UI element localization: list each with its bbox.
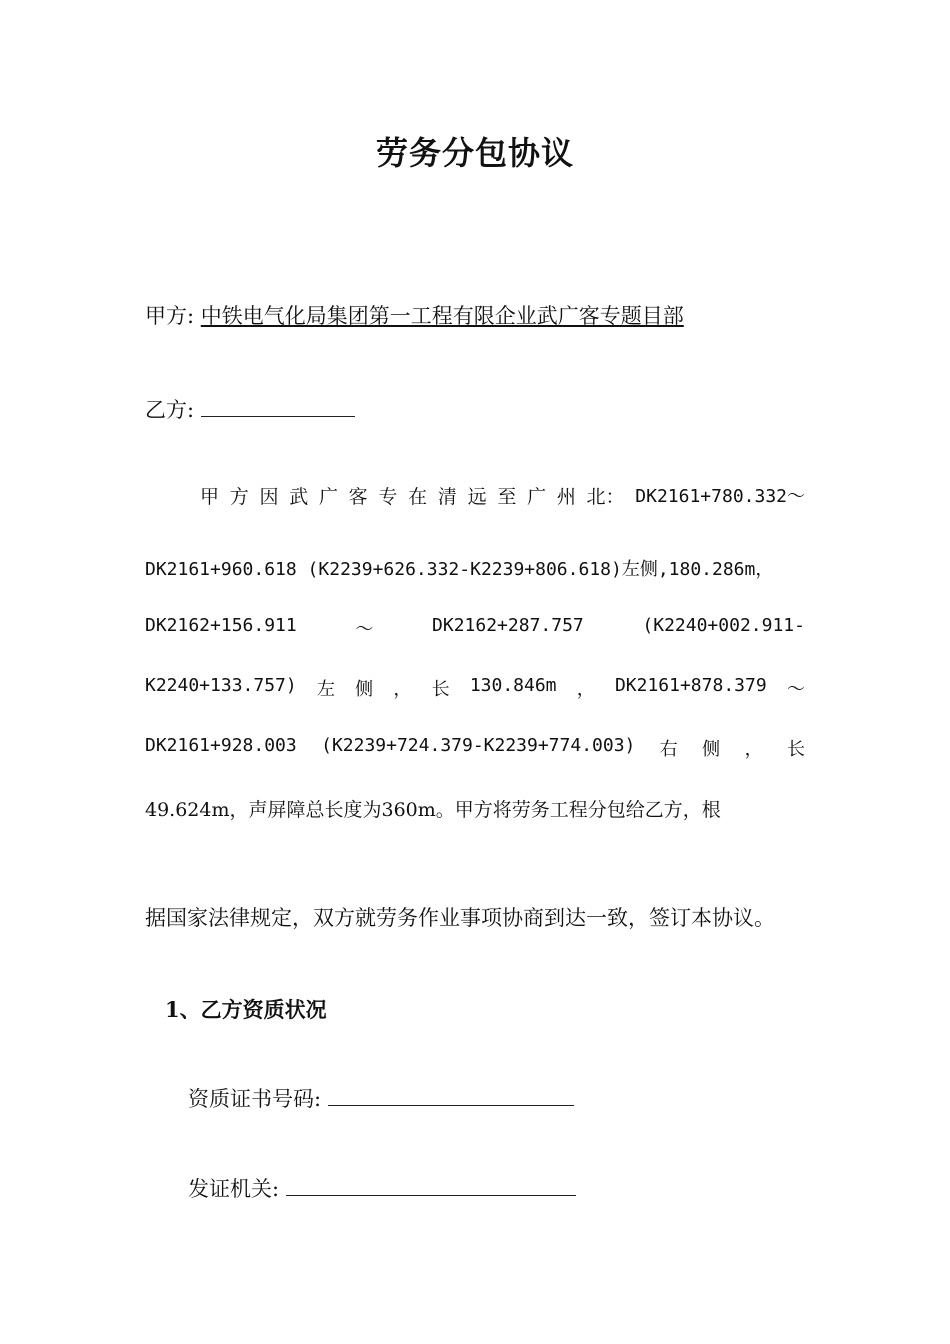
intro-word: 远 [467,486,487,508]
issuer-field [188,1173,576,1203]
party-b-label: 乙方: [145,398,195,422]
intro-word: 侧 [702,739,721,760]
intro-word: K2240+133.757) [145,675,297,696]
intro-word: DK2162+156.911 [145,615,297,636]
intro-word: 武 [289,486,309,508]
intro-word: ， [393,679,412,700]
intro-word: (K2239+724.379-K2239+774.003) [321,735,636,756]
intro-word: 专 [378,486,398,508]
intro-word: 在 [408,486,428,508]
intro-word: ， [576,679,595,700]
party-a-label: 甲方: [145,304,195,328]
intro-line-3 [145,615,805,641]
cert-number-label: 资质证书号码: [188,1087,322,1111]
cert-number-blank [328,1087,574,1106]
party-a-value: 中铁电气化局集团第一工程有限企业武广客专题目部 [200,304,684,328]
intro-word: DK2161+780.332～ [635,486,805,507]
intro-word: 至 [497,486,517,508]
party-b-line [145,394,355,424]
cert-number-field [188,1083,574,1113]
intro-word: 130.846m [469,675,557,696]
intro-word: 长 [431,679,450,700]
party-b-blank [201,398,355,417]
intro-word: DK2161+878.379 [614,675,767,696]
intro-line-6: 49.624m，声屏障总长度为360m。甲方将劳务工程分包给乙方，根 [145,799,721,821]
intro-word: 因 [259,486,279,508]
issuer-blank [286,1177,576,1196]
intro-word: 北： [586,486,625,508]
intro-word: 侧 [355,679,374,700]
intro-word: 右 [659,739,678,760]
intro-word: ， [744,739,763,760]
intro-word: 甲 [200,486,220,508]
section-1-heading: 1、乙方资质状况 [165,997,327,1022]
document-title: 劳务分包协议 [375,134,574,172]
intro-word: 州 [556,486,576,508]
intro-word: 广 [318,486,338,508]
intro-line-2: DK2161+960.618 (K2239+626.332-K2239+806.618)左侧,180.286m， [145,559,774,580]
intro-word: DK2162+287.757 [432,615,584,636]
intro-word: 长 [786,739,805,760]
intro-word: 左 [316,679,335,700]
intro-word: 客 [348,486,368,508]
intro-line-4 [145,675,805,701]
intro-word: ～ [786,679,805,700]
party-a-line [145,300,684,330]
intro-word: DK2161+928.003 [145,735,297,756]
intro-word: ～ [355,619,374,640]
issuer-label: 发证机关: [188,1177,280,1201]
intro-line-7: 据国家法律规定，双方就劳务作业事项协商到达一致，签订本协议。 [145,906,775,930]
intro-word: 广 [527,486,547,508]
intro-word: (K2240+002.911- [642,615,805,636]
intro-word: 方 [229,486,249,508]
intro-word: 清 [437,486,457,508]
intro-line-5 [145,735,805,761]
intro-line-1 [200,482,805,509]
